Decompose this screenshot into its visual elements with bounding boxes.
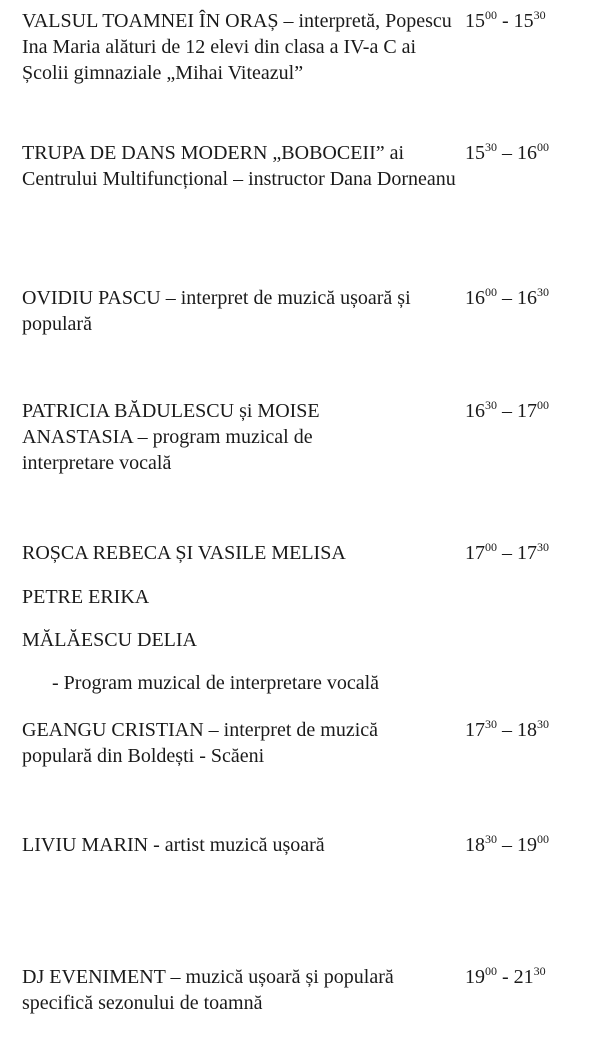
- program-item-text: GEANGU CRISTIAN – interpret de muzică populară din Boldești - Scăeni: [22, 719, 379, 767]
- performer-name: PETRE ERIKA: [22, 586, 150, 608]
- program-item-time: $15^{30} - 16^{00}$: [465, 140, 549, 164]
- program-item-time: $17^{00} - 17^{30}$: [465, 540, 549, 564]
- program-item-time: $16^{00} - 16^{30}$: [465, 285, 549, 309]
- program-item-time: $19^{00} - 21^{30}$: [465, 964, 546, 988]
- performer-name: MĂLĂESCU DELIA: [22, 629, 197, 651]
- program-item-text: ROȘCA REBECA ȘI VASILE MELISA: [22, 542, 346, 564]
- program-item-time: $15^{00} - 15^{30}$: [465, 8, 546, 32]
- program-item-time: $16^{30} - 17^{00}$: [465, 398, 549, 422]
- program-item-text: OVIDIU PASCU – interpret de muzică ușoară și populară: [22, 287, 411, 335]
- program-item-time: $18^{30} - 19^{00}$: [465, 832, 549, 856]
- program-item-time: $17^{30} - 18^{30}$: [465, 717, 549, 741]
- program-item-text: DJ EVENIMENT – muzică ușoară și populară specifică sezonului de toamnă: [22, 966, 394, 1014]
- program-note: - Program muzical de interpretare vocală: [52, 672, 380, 694]
- program-item-text: PATRICIA BĂDULESCU și MOISE ANASTASIA – program muzical de interpretare vocală: [22, 400, 320, 474]
- program-item-text: LIVIU MARIN - artist muzică ușoară: [22, 834, 325, 856]
- program-item-text: TRUPA DE DANS MODERN „BOBOCEII” ai Centrului Multifuncțional – instructor Dana Dorneanu: [22, 142, 456, 190]
- program-item-text: VALSUL TOAMNEI ÎN ORAȘ – interpretă, Popescu Ina Maria alături de 12 elevi din clasa a IV-a C ai Școlii gimnaziale „Mihai Viteazul”: [22, 10, 452, 84]
